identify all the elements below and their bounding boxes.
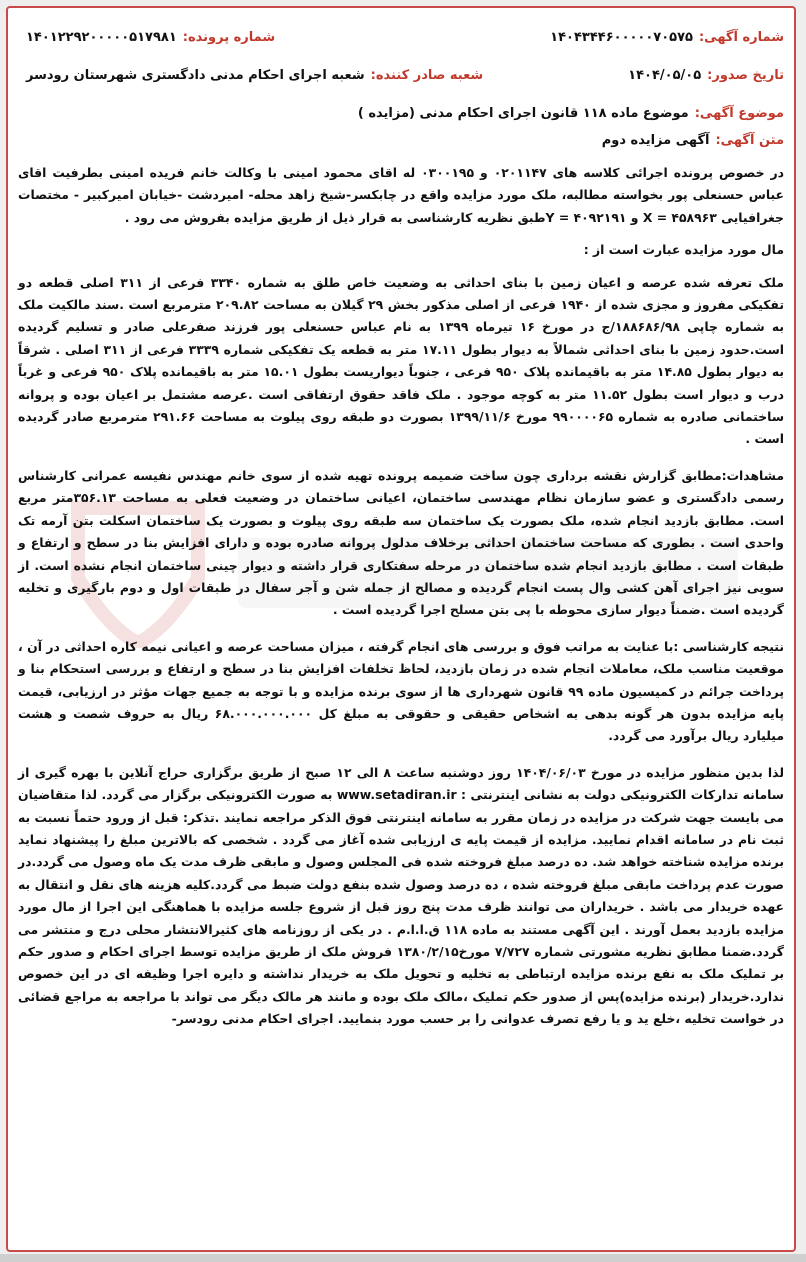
subject-line — [18, 106, 784, 121]
auction-terms-paragraph — [18, 762, 784, 1031]
issue-date — [628, 68, 784, 83]
setadiran-link[interactable]: www.setadiran.ir — [336, 787, 457, 803]
ad-number-value: ۱۴۰۴۳۴۴۶۰۰۰۰۰۷۰۵۷۵ — [550, 30, 693, 45]
case-number-label: شماره پرونده: — [182, 30, 276, 45]
header-row-2 — [18, 68, 784, 92]
notice-content — [18, 30, 784, 1031]
observations-paragraph: مشاهدات:مطابق گزارش نقشه برداری چون ساخت ضمیمه پرونده تهیه شده از سوی خانم مهندس نفیسه عمرانی کارشناس رسمی دادگستری و عضو سازمان نظام مهندسی ساختمان، اعیانی ساختمان در وضعیت فعلی به مساحت ۳۵۶.۱۳متر مربع است. مطابق بازدید انجام شده، ملک بصورت یک ساختمان سه طبقه روی پیلوت و بصورت یک ساختمان اسکلت بتن آرمه تک واحدی است . بطوری که مساحت ساختمان احداثی برخلاف مدلول پروانه صادره بوده و دارای افزایش بنا در سطح و ارتفاع و طبقات است . مطابق بازدید انجام شده ساختمان در مرحله سفتکاری قرار داشته و دیوار چینی ساختمان انجام نشده است. از سویی نیز اجرای آهن کشی وال پست انجام گردیده و مصالح از جمله شن و آجر سفال در طبقات اول و دوم بارگیری و تخلیه گردیده است .ضمناً دیوار سازی محوطه با پی بتن مسلح اجرا گردیده است . — [18, 467, 784, 618]
subject-label: موضوع آگهی: — [694, 106, 784, 121]
case-number — [26, 30, 275, 45]
case-number-value: ۱۴۰۱۲۲۹۲۰۰۰۰۰۵۱۷۹۸۱ — [26, 30, 177, 45]
property-description: ملک تعرفه شده عرصه و اعیان زمین با بنای احداثی به وضعیت خاص طلق به شماره ۳۳۴۰ فرعی از ۳۱۱ اصلی قطعه دو تفکیکی مفروز و مجزی شده از ۱۹۴۰ فرعی از اصلی مذکور بخش ۲۹ گیلان به مساحت ۲۰۹.۸۲ مترمربع است .سند مالکیت ملک به شماره چاپی ۱۸۸۶۸۶/۹۸/ج در مورخ ۱۶ تیرماه ۱۳۹۹ به نام عباس حسنعلی پور فرزند صفرعلی صادر و تسلیم گردیده است.حدود زمین با بنای احداثی شمالاً به دیوار بطول ۱۷.۱۱ متر به قطعه یک تفکیکی شماره ۳۳۳۹ فرعی از ۳۱۱ اصلی . شرقاً به دیوار بطول ۱۴.۸۵ متر به باقیمانده پلاک ۹۵۰ فرعی ، جنوباً دیواریست بطول ۱۵.۰۱ متر به باقیمانده پلاک ۹۵۰ فرعی و غرباً درب و دیوار است بطول ۱۱.۵۲ متر به کوچه موجود . ملک فاقد حقوق ارتفاقی است .عرصه مشتمل بر اعیان بوده و پروانه ساختمانی صادره به شماره ۹۹۰۰۰۰۶۵ مورخ ۱۳۹۹/۱۱/۶ بصورت دو طبقه روی پیلوت به مساحت ۲۹۱.۶۶ مترمربع صادر گردیده است . — [18, 274, 785, 447]
property-heading: مال مورد مزایده عبارت است از : — [583, 242, 784, 258]
issuer — [26, 68, 483, 83]
bottom-bar — [0, 1254, 806, 1262]
subject-value: موضوع ماده ۱۱۸ قانون اجرای احکام مدنی (مزایده ) — [357, 106, 689, 121]
text-title-label: متن آگهی: — [715, 133, 784, 148]
issue-date-value: ۱۴۰۴/۰۵/۰۵ — [628, 68, 702, 83]
issuer-label: شعبه صادر کننده: — [370, 68, 484, 83]
ad-number — [550, 30, 784, 45]
notice-frame — [6, 6, 796, 1252]
ad-number-label: شماره آگهی: — [698, 30, 784, 45]
auction-terms-text-2: به صورت الکترونیکی برگزار می گردد. لذا متقاضیان می بایست جهت شرکت در مزایده در زمان مقرر به سامانه اینترنتی فوق الذکر مراجعه نمایند .تذکر: قبل از ورود حتماً نسبت به ثبت نام در سامانه اقدام نمایید. مزایده از قیمت پایه ی ارزیابی شده آغاز می گردد . شخصی که بالاترین مبلغ را پیشنهاد نماید برنده مزایده شناخته خواهد شد. ده درصد مبلغ فروخته شده فی المجلس وصول و مابقی ظرف مدت یک ماه وصول می گردد.در صورت عدم پرداخت مابقی مبلغ فروخته شده ، ده درصد وصول شده بنفع دولت ضبط می گردد.کلیه هزینه های نقل و انتقال به عهده خریدار می باشد . خریداران می توانند ظرف مدت پنج روز قبل از شروع جلسه مزایده با هماهنگی این اجرا از مال مورد مزایده بازدید بعمل آورند . این آگهی مستند به ماده ۱۱۸ ق.ا.ا.م . در یکی از روزنامه های کثیرالانتشار محلی درج و منتشر می گردد.ضمنا مطابق نظریه مشورتی شماره ۷/۷۲۷ مورخ۱۳۸۰/۲/۱۵ فروش ملک از طریق مزایده توسط اجرای احکام و صدور حکم بر تملیک ملک به نفع برنده مزایده ارتباطی به تخلیه و تحویل ملک به خریدار نداشته و دایره اجرا وظیفه ای در این خصوص ندارد.خریدار (برنده مزایده)پس از صدور حکم تملیک ،مالک ملک بوده و مانند هر مالک دیگر می تواند با مراجعه به مراجع قضائی در خواست تخلیه ،خلع ید و یا رفع تصرف عدوانی را بر حسب مورد بنمایید. اجرای احکام مدنی رودسر- — [18, 787, 784, 1027]
issue-date-label: تاریخ صدور: — [707, 68, 784, 83]
case-paragraph: در خصوص پرونده اجرائی کلاسه های ۰۲۰۱۱۴۷ و ۰۳۰۰۱۹۵ له اقای محمود امینی با وکالت خانم فریده امینی بطرفیت اقای عباس حسنعلی پور بخواسته مطالبه، ملک مورد مزایده واقع در چابکسر-شیخ زاهد محله- امیردشت -خیابان امیرکبیر - مختصات جغرافیایی ۴۵۸۹۶۳ = X و ۴۰۹۲۱۹۱ = Yطبق نظریه کارشناسی به قرار ذیل از طریق مزایده بفروش می رود . — [18, 165, 784, 225]
auction-terms-text-1: لذا بدین منظور مزایده در مورخ ۱۴۰۴/۰۶/۰۳ روز دوشنبه ساعت ۸ الی ۱۲ صبح از طریق برگزاری حراج آنلاین با بهره گیری از سامانه تدارکات الکترونیکی دولت به نشانی اینترنتی : — [18, 764, 784, 803]
text-title-value: آگهی مزایده دوم — [601, 133, 710, 148]
header-row-1 — [18, 30, 784, 54]
text-title-line — [18, 133, 784, 148]
issuer-value: شعبه اجرای احکام مدنی دادگستری شهرستان رودسر — [26, 68, 365, 83]
expert-conclusion-paragraph: نتیجه کارشناسی :با عنایت به مراتب فوق و بررسی های انجام گرفته ، میزان مساحت عرصه و اعیانی نیمه کاره احداثی در آن ، موقعیت مناسب ملک، معاملات انجام شده در زمان بازدید، لحاظ تخلفات افزایش بنا در سطح و ارتفاع و بررسی استحکام بنا و پرداخت جرائم در کمیسیون ماده ۹۹ قانون شهرداری ها از سوی برنده مزایده و با توجه به جمیع جهات مؤثر در ارزیابی، قیمت پایه مزایده بدون هر گونه بدهی به اشخاص حقیقی و حقوقی به مبلغ کل ۶۸.۰۰۰.۰۰۰.۰۰۰ ریال به حروف شصت و هشت میلیارد ریال برآورد می گردد. — [18, 638, 785, 744]
